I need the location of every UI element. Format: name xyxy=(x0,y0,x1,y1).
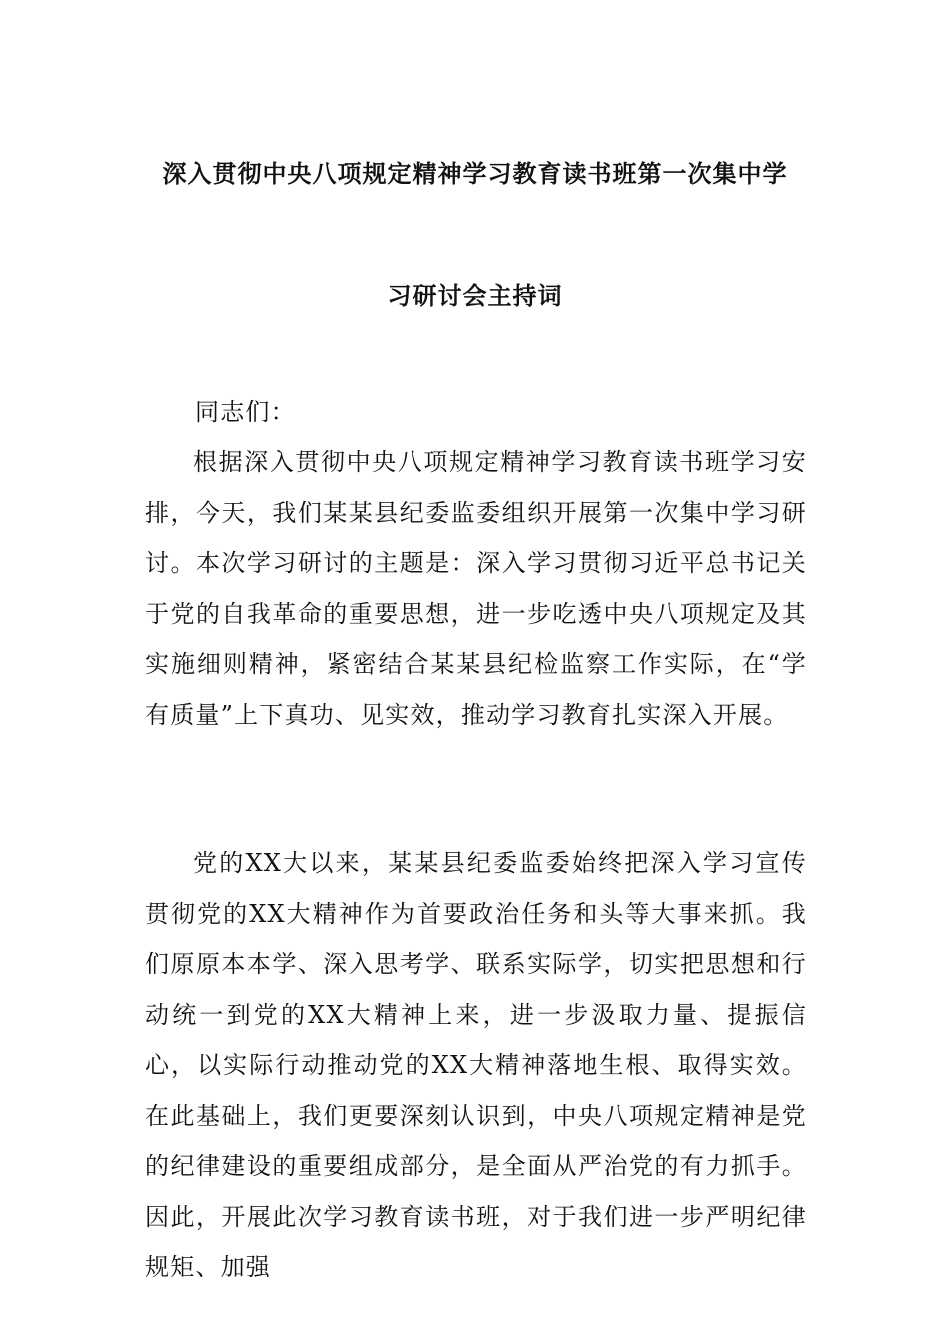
paragraph-block-2 xyxy=(145,838,807,1293)
document-title-line-2: 习研讨会主持词 xyxy=(387,281,563,310)
salutation: 同志们： xyxy=(195,398,296,426)
paragraph-block-1 xyxy=(145,437,807,740)
document-title-line-1: 深入贯彻中央八项规定精神学习教育读书班第一次集中学 xyxy=(162,159,788,188)
body-paragraph: 根据深入贯彻中央八项规定精神学习教育读书班学习安排，今天，我们某某县纪委监委组织开展第一次集中学习研讨。本次学习研讨的主题是：深入学习贯彻习近平总书记关于党的自我革命的重要思想，进一步吃透中央八项规定及其实施细则精神，紧密结合某某县纪检监察工作实际，在“学有质量”上下真功、见实效，推动学习教育扎实深入开展。 xyxy=(145,448,807,729)
body-paragraph: 党的XX大以来，某某县纪委监委始终把深入学习宣传贯彻党的XX大精神作为首要政治任务和头等大事来抓。我们原原本本学、深入思考学、联系实际学，切实把思想和行动统一到党的XX大精神上来，进一步汲取力量、提振信心，以实际行动推动党的XX大精神落地生根、取得实效。在此基础上，我们更要深刻认识到，中央八项规定精神是党的纪律建设的重要组成部分，是全面从严治党的有力抓手。因此，开展此次学习教育读书班，对于我们进一步严明纪律规矩、加强 xyxy=(145,849,807,1281)
